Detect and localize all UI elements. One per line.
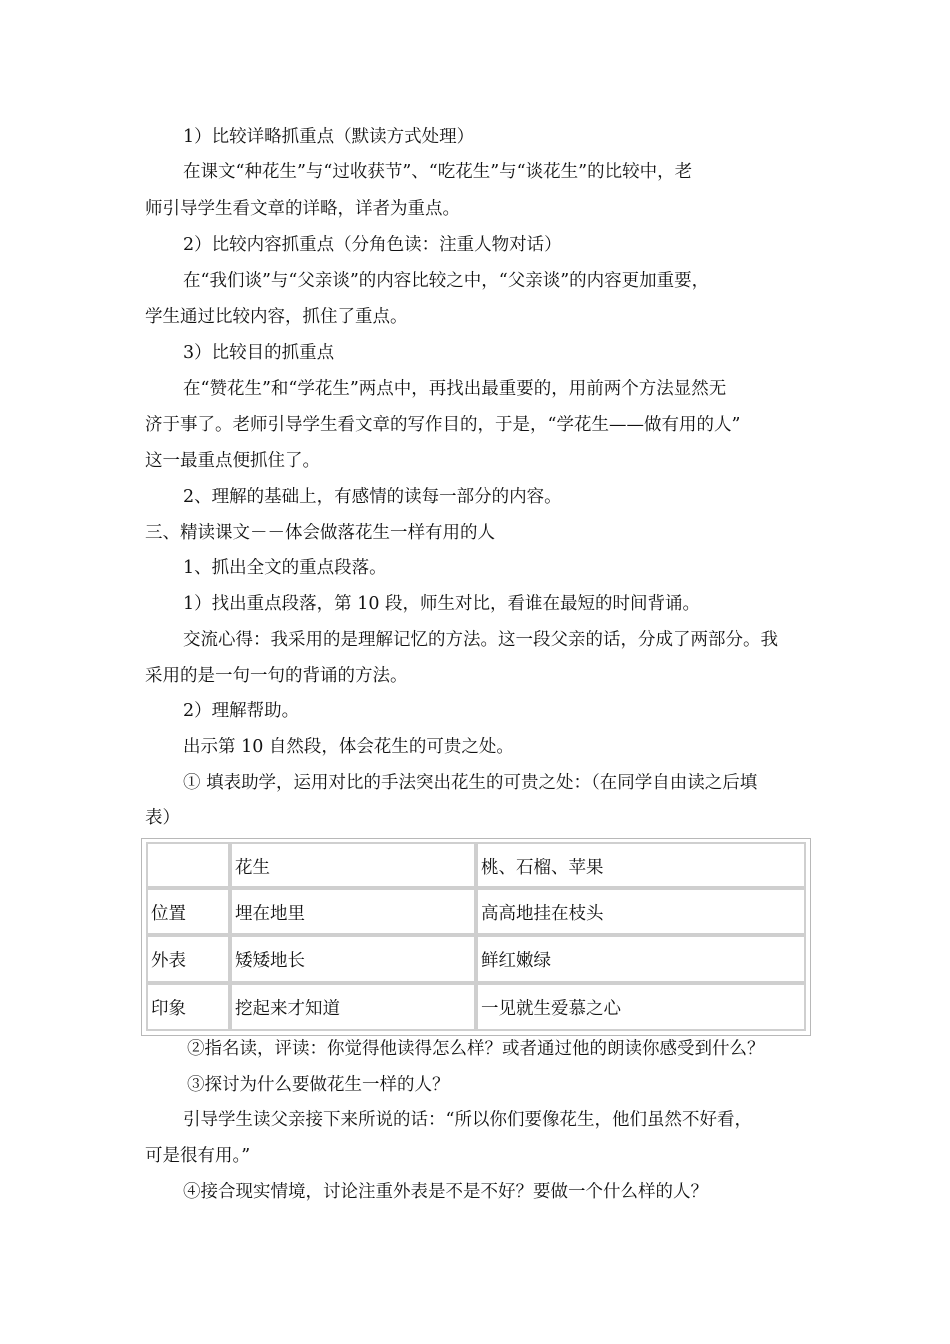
- paragraph-line: 学生通过比较内容，抓住了重点。: [145, 307, 408, 327]
- table-cell: 鲜红嫩绿: [476, 935, 806, 983]
- table-header-cell: [146, 842, 230, 888]
- table-cell: 一见就生爱慕之心: [476, 983, 806, 1031]
- section-heading: 三、精读课文－－体会做落花生一样有用的人: [145, 523, 495, 543]
- paragraph-line: 可是很有用。”: [145, 1146, 251, 1166]
- table-cell: 埋在地里: [230, 888, 476, 935]
- table-cell: 位置: [146, 888, 230, 935]
- paragraph-line: ① 填表助学，运用对比的手法突出花生的可贵之处：（在同学自由读之后填: [183, 773, 758, 793]
- paragraph-line: 出示第 10 自然段，体会花生的可贵之处。: [183, 737, 514, 757]
- table-cell: 高高地挂在枝头: [476, 888, 806, 935]
- comparison-table: [141, 838, 811, 1036]
- paragraph-line: 3）比较目的抓重点: [183, 343, 335, 363]
- table-cell: 印象: [146, 983, 230, 1031]
- paragraph-line: 引导学生读父亲接下来所说的话：“所以你们要像花生，他们虽然不好看，: [183, 1110, 752, 1130]
- table-cell: 矮矮地长: [230, 935, 476, 983]
- paragraph-line: 在课文“种花生”与“过收获节”、“吃花生”与“谈花生”的比较中，老: [183, 162, 693, 182]
- table-header-cell: 桃、石榴、苹果: [476, 842, 806, 888]
- paragraph-line: 2）比较内容抓重点（分角色读：注重人物对话）: [183, 235, 562, 255]
- paragraph-line: 采用的是一句一句的背诵的方法。: [145, 666, 408, 686]
- paragraph-line: 1）比较详略抓重点（默读方式处理）: [183, 127, 475, 147]
- paragraph-line: 2）理解帮助。: [183, 701, 300, 721]
- paragraph-line: 师引导学生看文章的详略，详者为重点。: [145, 199, 460, 219]
- table-cell: 挖起来才知道: [230, 983, 476, 1031]
- paragraph-line: 2、理解的基础上，有感情的读每一部分的内容。: [183, 487, 562, 507]
- paragraph-line: 这一最重点便抓住了。: [145, 451, 320, 471]
- paragraph-line: ④接合现实情境，讨论注重外表是不是不好？要做一个什么样的人？: [183, 1182, 708, 1202]
- table-header-cell: 花生: [230, 842, 476, 888]
- paragraph-line: 1）找出重点段落，第 10 段，师生对比，看谁在最短的时间背诵。: [183, 594, 701, 614]
- table-cell: 外表: [146, 935, 230, 983]
- paragraph-line: 表）: [145, 808, 180, 828]
- paragraph-line: 在“赞花生”和“学花生”两点中，再找出最重要的，用前两个方法显然无: [183, 379, 727, 399]
- paragraph-line: ②指名读，评读：你觉得他读得怎么样？或者通过他的朗读你感受到什么？: [187, 1039, 765, 1059]
- paragraph-line: 交流心得：我采用的是理解记忆的方法。这一段父亲的话，分成了两部分。我: [183, 630, 778, 650]
- paragraph-line: 济于事了。老师引导学生看文章的写作目的，于是，“学花生——做有用的人”: [145, 415, 741, 435]
- paragraph-line: ③探讨为什么要做花生一样的人？: [187, 1075, 450, 1095]
- paragraph-line: 在“我们谈”与“父亲谈”的内容比较之中，“父亲谈”的内容更加重要，: [183, 271, 710, 291]
- paragraph-line: 1、抓出全文的重点段落。: [183, 558, 387, 578]
